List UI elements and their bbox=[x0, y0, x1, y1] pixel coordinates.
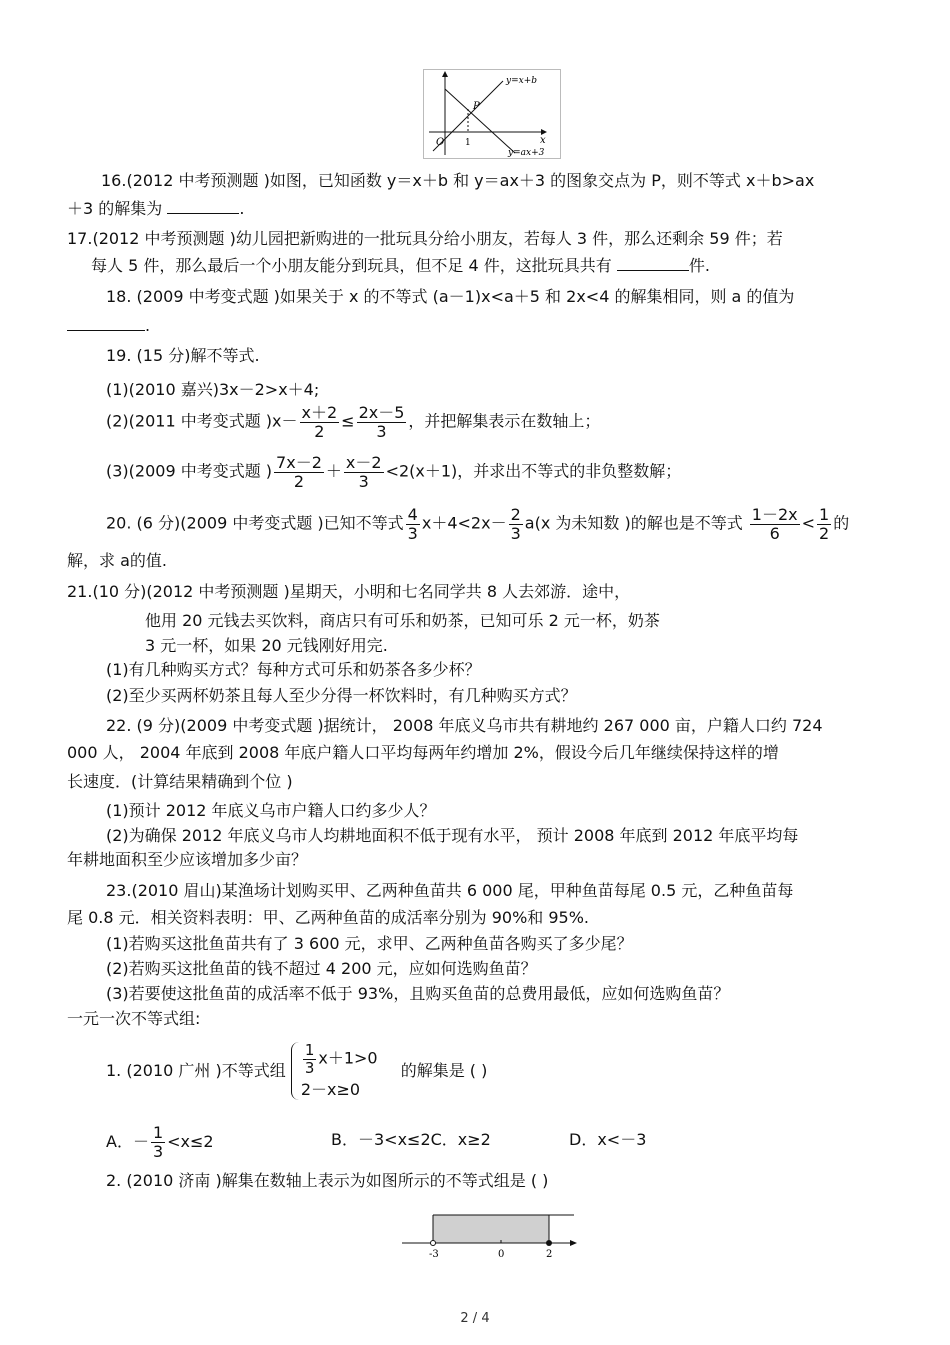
q16-line2-pre: ＋3 的解集为 bbox=[67, 199, 163, 218]
q19-part1: (1)(2010 嘉兴)3x－2>x＋4; bbox=[106, 380, 320, 399]
q22-line2: 000 人， 2004 年底到 2008 年底户籍人口平均每两年约增加 2%，假设今后几年继续保持这样的增 bbox=[67, 743, 779, 762]
sys-q1-options bbox=[106, 1124, 214, 1160]
q23-line2: 尾 0.8 元．相关资料表明：甲、乙两种鱼苗的成活率分别为 90%和 95%. bbox=[67, 908, 590, 927]
left-brace bbox=[291, 1042, 300, 1100]
q19-part2-frac2: $\frac{2x-5}{3}$ bbox=[358, 403, 405, 441]
option-a[interactable]: A．－ $\frac{1}{3}$ <x≤2 bbox=[106, 1123, 214, 1161]
q19-part3-frac1: $\frac{7x-2}{2}$ bbox=[276, 453, 322, 491]
solution-region bbox=[433, 1215, 549, 1243]
label-1: 1 bbox=[465, 138, 471, 148]
q19-part2-pre: (2)(2011 中考变式题 )x－ bbox=[106, 411, 298, 431]
label-p: P bbox=[473, 101, 480, 112]
q22-line1: 22. (9 分)(2009 中考变式题 )据统计， 2008 年底义乌市共有耕地约 267 000 亩，户籍人口约 724 bbox=[106, 716, 823, 735]
q18-line1: 18. (2009 中考变式题 )如果关于 x 的不等式 (a－1)x<a＋5 和 2x<4 的解集相同，则 a 的值为 bbox=[106, 287, 795, 306]
q16-line2-post: . bbox=[239, 199, 245, 218]
function-graph bbox=[423, 69, 561, 159]
open-point-m3 bbox=[431, 1241, 436, 1246]
q21-sub1: (1)有几种购买方式？每种方式可乐和奶茶各多少杯？ bbox=[106, 660, 481, 679]
label-o: O bbox=[436, 137, 445, 148]
number-line-figure bbox=[400, 1212, 585, 1260]
closed-point-2 bbox=[546, 1240, 552, 1246]
q18-line2-post: . bbox=[145, 316, 151, 335]
number-line bbox=[400, 1212, 585, 1260]
q20-line1: 20. (6 分)(2009 中考变式题 )已知不等式 $\frac{4}{3}$ x＋4<2x－ $\frac{2}{3}$ a(x 为未知数 )的解也是不等式 $\frac{1-2x}{6}$ < $\frac{1}{2}$ 的 bbox=[106, 505, 850, 543]
q22-sub2b: 年耕地面积至少应该增加多少亩？ bbox=[67, 850, 308, 869]
q21-sub2: (2)至少买两杯奶茶且每人至少分得一杯饮料时，有几种购买方式？ bbox=[106, 686, 577, 705]
q23-sub1: (1)若购买这批鱼苗共有了 3 600 元，求甲、乙两种鱼苗各购买了多少尾？ bbox=[106, 934, 633, 953]
q18-answer-blank bbox=[67, 316, 145, 331]
q21-line1: 21.(10 分)(2012 中考预测题 )星期天，小明和七名同学共 8 人去郊游．途中， bbox=[67, 582, 631, 601]
page-number: 2 / 4 bbox=[460, 1311, 490, 1326]
q17-line2 bbox=[91, 256, 710, 276]
q22-sub1: (1)预计 2012 年底义乌市户籍人口约多少人？ bbox=[106, 801, 436, 820]
inequality-system: $\frac{1}{3}$ x＋1>0 2－x≥0 bbox=[291, 1040, 378, 1102]
q17-line2-pre: 每人 5 件，那么最后一个小朋友能分到玩具，但不足 4 件，这批玩具共有 bbox=[91, 256, 612, 275]
q17-line2-post: 件. bbox=[688, 256, 710, 275]
q19-part3-frac2: $\frac{x-2}{3}$ bbox=[345, 453, 382, 491]
q19-part2-frac1: $\frac{x+2}{2}$ bbox=[301, 403, 338, 441]
tick-label-2: 2 bbox=[546, 1249, 553, 1260]
section-title: 一元一次不等式组: bbox=[67, 1009, 201, 1028]
tick-label-m3: -3 bbox=[429, 1249, 439, 1260]
sys-q2: 2. (2010 济南 )解集在数轴上表示为如图所示的不等式组是 ( ) bbox=[106, 1171, 549, 1190]
q19-part2: (2)(2011 中考变式题 )x－ $\frac{x+2}{2}$ ≤ $\frac{2x-5}{3}$ ，并把解集表示在数轴上； bbox=[106, 403, 601, 441]
q20-line2: 解，求 a的值. bbox=[67, 551, 167, 570]
q22-line3: 长速度．(计算结果精确到个位 ) bbox=[67, 772, 293, 791]
label-x: x bbox=[540, 135, 546, 146]
label-y2: y=ax+3 bbox=[508, 148, 545, 158]
sys-q1: 1. (2010 广州 )不等式组 $\frac{1}{3}$ x＋1>0 2－x≥0 的解集是 ( ) bbox=[106, 1040, 487, 1102]
option-d[interactable]: D．x<－3 bbox=[569, 1130, 647, 1149]
q17-line1: 17.(2012 中考预测题 )幼儿园把新购进的一批玩具分给小朋友，若每人 3 件，那么还剩余 59 件；若 bbox=[67, 229, 783, 248]
q16-line2 bbox=[67, 199, 244, 219]
q16-line1: 16.(2012 中考预测题 )如图，已知函数 y＝x＋b 和 y＝ax＋3 的图象交点为 P，则不等式 x＋b>ax bbox=[101, 171, 815, 190]
line-y-ax-plus-3 bbox=[445, 89, 515, 153]
label-y1: y=x+b bbox=[506, 76, 538, 86]
q23-sub3: (3)若要使这批鱼苗的成活率不低于 93%，且购买鱼苗的总费用最低，应如何选购鱼苗？ bbox=[106, 984, 730, 1003]
tick-label-0: 0 bbox=[498, 1249, 505, 1260]
function-graph-figure bbox=[423, 69, 561, 159]
q17-answer-blank bbox=[617, 256, 689, 271]
q19-title: 19. (15 分)解不等式. bbox=[106, 346, 260, 365]
q16-answer-blank bbox=[167, 199, 239, 214]
q23-sub2: (2)若购买这批鱼苗的钱不超过 4 200 元，应如何选购鱼苗？ bbox=[106, 959, 537, 978]
q21-line3: 3 元一杯，如果 20 元钱刚好用完. bbox=[145, 636, 388, 655]
q19-part3: (3)(2009 中考变式题 ) $\frac{7x-2}{2}$ ＋ $\frac{x-2}{3}$ <2(x＋1)，并求出不等式的非负整数解； bbox=[106, 453, 682, 491]
q22-sub2a: (2)为确保 2012 年底义乌市人均耕地面积不低于现有水平， 预计 2008 年底到 2012 年底平均每 bbox=[106, 826, 799, 845]
q23-line1: 23.(2010 眉山)某渔场计划购买甲、乙两种鱼苗共 6 000 尾，甲种鱼苗每尾 0.5 元，乙种鱼苗每 bbox=[106, 881, 794, 900]
q18-line2 bbox=[67, 316, 150, 336]
q21-line2: 他用 20 元钱去买饮料，商店只有可乐和奶茶，已知可乐 2 元一杯，奶茶 bbox=[145, 611, 660, 630]
option-b-c[interactable]: B．－3<x≤2C．x≥2 bbox=[331, 1130, 491, 1149]
